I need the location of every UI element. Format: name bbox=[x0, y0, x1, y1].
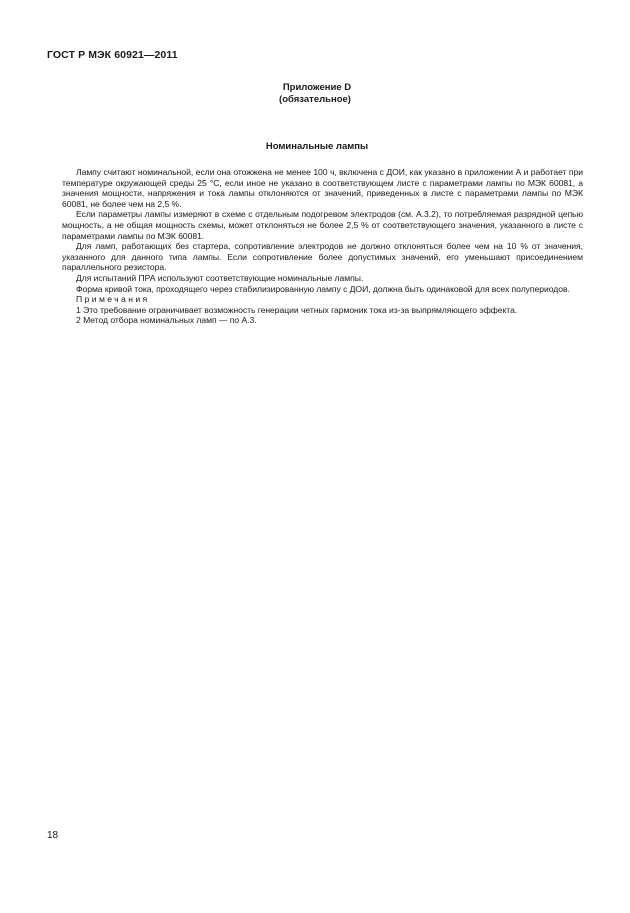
document-header-code: ГОСТ Р МЭК 60921—2011 bbox=[47, 49, 178, 61]
paragraph: Для испытаний ПРА используют соответствующие номинальные лампы. bbox=[76, 272, 364, 283]
annex-heading bbox=[0, 82, 630, 106]
note-item: 1 Это требование ограничивает возможность генерации четных гармоник тока из-за выпрямляющего эффекта. bbox=[76, 304, 518, 315]
note-item: 2 Метод отбора номинальных ламп — по А.3. bbox=[76, 315, 257, 326]
notes-heading: Примечания bbox=[76, 294, 150, 305]
section-title: Номинальные лампы bbox=[265, 141, 369, 152]
paragraph: Если параметры лампы измеряют в схеме с отдельным подогревом электродов (см. А.3.2), то потребляемая разрядной цепью мощность, а не общая мощность схемы, может отклоняться не более 2,5 % от соответствующего значения, указанного в листе с параметрами лампы по МЭК 60081. bbox=[62, 209, 583, 241]
paragraph: Лампу считают номинальной, если она отожжена не менее 100 ч, включена с ДОИ, как указано в приложении А и работает при температуре окружающей среды 25 °С, если иное не указано в соответствующем листе с параметрами лампы по МЭК 60081, а значения мощности, напряжения и тока лампы отклоняются от значений, приведенных в листе с параметрами лампы по МЭК 60081, не более чем на 2,5 %. bbox=[62, 167, 583, 209]
annex-title: Приложение D bbox=[282, 82, 352, 93]
document-body bbox=[62, 167, 583, 326]
annex-status: (обязательное) bbox=[279, 94, 351, 105]
page-number: 18 bbox=[47, 830, 59, 841]
paragraph: Форма кривой тока, проходящего через стабилизированную лампу с ДОИ, должна быть одинаковой для всех полупериодов. bbox=[76, 283, 570, 294]
paragraph: Для ламп, работающих без стартера, сопротивление электродов не должно отклоняться более чем на 10 % от значения, указанного для данного типа лампы. Если сопротивление более допустимых значений, его уменьшают присоединением параллельного резистора. bbox=[62, 241, 583, 273]
